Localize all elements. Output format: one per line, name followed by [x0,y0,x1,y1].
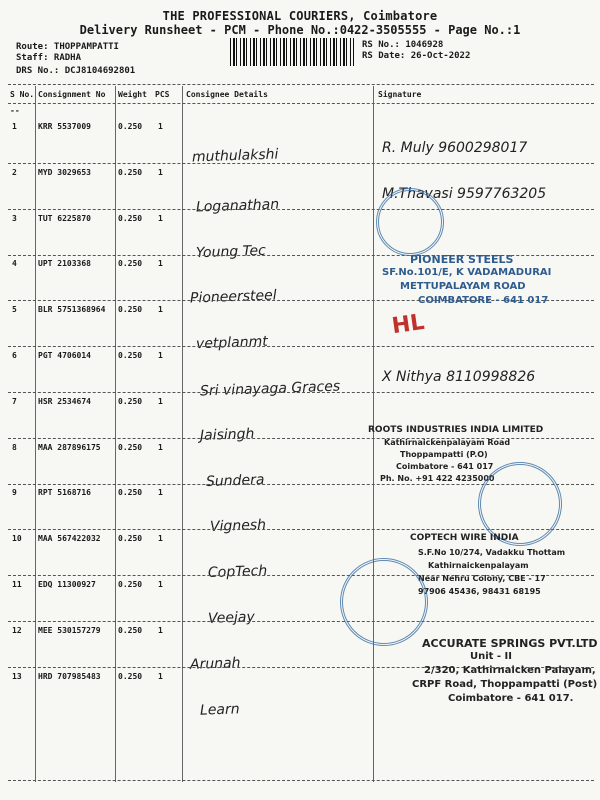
coptech-stamp-line: S.F.No 10/274, Vadakku Thottam [418,548,566,557]
row-sno: 10 [12,534,22,543]
row-divider [8,346,594,347]
row-consignee-handwriting: CopTech [207,562,268,582]
roots-stamp-name: ROOTS INDUSTRIES INDIA LIMITED [368,425,544,435]
row-weight: 0.250 [118,672,143,681]
col-sno: S No. [10,90,35,99]
row-weight: 0.250 [118,488,143,497]
row-consignment-no: MYD 3029653 [38,168,91,177]
accurate-stamp-line: Coimbatore - 641 017. [448,693,574,704]
row-sno: 1 [12,122,17,131]
row-consignee-handwriting: Sundera [205,471,265,491]
row-weight: 0.250 [118,443,143,452]
row-consignee-handwriting: vetplanmt [195,333,269,353]
row-sno: 2 [12,168,17,177]
row-consignee-handwriting: Young Tec [195,242,267,262]
row-weight: 0.250 [118,214,143,223]
row-divider [8,209,594,210]
row-sno: 3 [12,214,17,223]
roots-stamp-line: Kathirnaickenpalayam Road [384,438,511,447]
row-consignment-no: MAA 567422032 [38,534,101,543]
row-weight: 0.250 [118,351,143,360]
accurate-stamp-name: ACCURATE SPRINGS PVT.LTD [422,637,598,650]
footer-divider [8,780,594,781]
row-pcs: 1 [158,305,163,314]
row-consignment-no: HSR 2534674 [38,397,91,406]
pioneer-stamp-line: METTUPALAYAM ROAD [400,281,526,292]
header-divider-top [8,84,594,85]
rs-number: RS No.: 1046928 [362,40,444,50]
stamp-seal [376,188,444,256]
row-pcs: 1 [158,168,163,177]
header-divider-bottom [8,103,594,104]
dash-mark: -- [10,106,20,115]
staff-label: Staff: RADHA [16,53,82,63]
row-consignment-no: UPT 2103368 [38,259,91,268]
row-pcs: 1 [158,259,163,268]
roots-stamp-line: Ph. No. +91 422 4235000 [380,474,495,483]
row-consignee-handwriting: Learn [199,701,240,719]
row-weight: 0.250 [118,397,143,406]
column-rule [115,86,116,782]
row-weight: 0.250 [118,259,143,268]
col-consignment: Consignment No [38,90,106,99]
row-weight: 0.250 [118,626,143,635]
row-pcs: 1 [158,580,163,589]
row-pcs: 1 [158,214,163,223]
row-consignment-no: BLR 5751368964 [38,305,106,314]
row-divider [8,621,594,622]
accurate-stamp-line: 2/320, Kathirnaicken Palayam, [424,665,596,676]
row-pcs: 1 [158,351,163,360]
route-label: Route: THOPPAMPATTI [16,42,119,52]
coptech-stamp-line: Kathirnaickenpalayam [428,561,529,570]
hl-mark: HL [390,309,427,340]
row-pcs: 1 [158,443,163,452]
row-weight: 0.250 [118,305,143,314]
column-rule [182,86,183,782]
row-pcs: 1 [158,534,163,543]
row-consignment-no: RPT 5168716 [38,488,91,497]
row-consignment-no: HRD 707985483 [38,672,101,681]
row-sno: 8 [12,443,17,452]
row-signature: R. Muly 9600298017 [382,140,528,156]
row-weight: 0.250 [118,580,143,589]
accurate-stamp-line: CRPF Road, Thoppampatti (Post) [412,679,598,690]
rs-date: RS Date: 26-Oct-2022 [362,51,471,61]
row-sno: 12 [12,626,22,635]
row-weight: 0.250 [118,534,143,543]
row-pcs: 1 [158,397,163,406]
row-sno: 6 [12,351,17,360]
stamp-seal [340,558,428,646]
row-consignee-handwriting: Sri vinayaga Graces [199,378,341,400]
coptech-stamp-line: Near Nehru Colony, CBE - 17 [418,574,546,583]
row-consignment-no: EDQ 11300927 [38,580,96,589]
column-rule [35,86,36,782]
row-weight: 0.250 [118,168,143,177]
row-consignee-handwriting: Veejay [207,609,256,627]
pioneer-stamp-line: COIMBATORE - 641 017 [418,295,549,306]
pioneer-stamp-line: SF.No.101/E, K VADAMADURAI [382,267,552,278]
row-divider [8,163,594,164]
col-signature: Signature [378,90,422,99]
row-sno: 5 [12,305,17,314]
row-signature: M.Thavasi 9597763205 [382,186,547,202]
document-title: THE PROFESSIONAL COURIERS, Coimbatore [162,9,438,23]
row-sno: 4 [12,259,17,268]
row-divider [8,392,594,393]
row-weight: 0.250 [118,122,143,131]
row-signature: X Nithya 8110998826 [382,369,536,385]
col-weight: Weight [118,90,147,99]
row-consignment-no: KRR 5537009 [38,122,91,131]
row-consignment-no: PGT 4706014 [38,351,91,360]
row-sno: 7 [12,397,17,406]
row-consignee-handwriting: Jaisingh [199,426,255,444]
document-subtitle: Delivery Runsheet - PCM - Phone No.:0422-3505555 - Page No.:1 [79,23,521,37]
row-sno: 13 [12,672,22,681]
row-consignee-handwriting: Loganathan [195,196,280,216]
row-sno: 9 [12,488,17,497]
row-sno: 11 [12,580,22,589]
row-consignee-handwriting: muthulakshi [191,146,279,166]
coptech-stamp-line: 97906 45436, 98431 68195 [418,587,541,596]
roots-stamp-line: Thoppampatti (P.O) [400,450,488,459]
roots-stamp-line: Coimbatore - 641 017 [396,462,494,471]
row-consignment-no: TUT 6225870 [38,214,91,223]
col-consignee: Consignee Details [186,90,268,99]
row-consignee-handwriting: Pioneersteel [189,287,277,307]
row-consignee-handwriting: Vignesh [209,517,267,535]
row-consignment-no: MEE 530157279 [38,626,101,635]
pioneer-stamp-name: PIONEER STEELS [410,253,514,266]
drs-number: DRS No.: DCJ8104692801 [16,66,136,76]
row-pcs: 1 [158,122,163,131]
row-pcs: 1 [158,626,163,635]
row-pcs: 1 [158,672,163,681]
row-consignee-handwriting: Arunah [189,655,241,673]
row-consignment-no: MAA 287896175 [38,443,101,452]
coptech-stamp-name: COPTECH WIRE INDIA [410,533,519,543]
col-pcs: PCS [155,90,170,99]
row-pcs: 1 [158,488,163,497]
barcode [230,38,354,66]
accurate-stamp-line: Unit - II [470,651,513,662]
